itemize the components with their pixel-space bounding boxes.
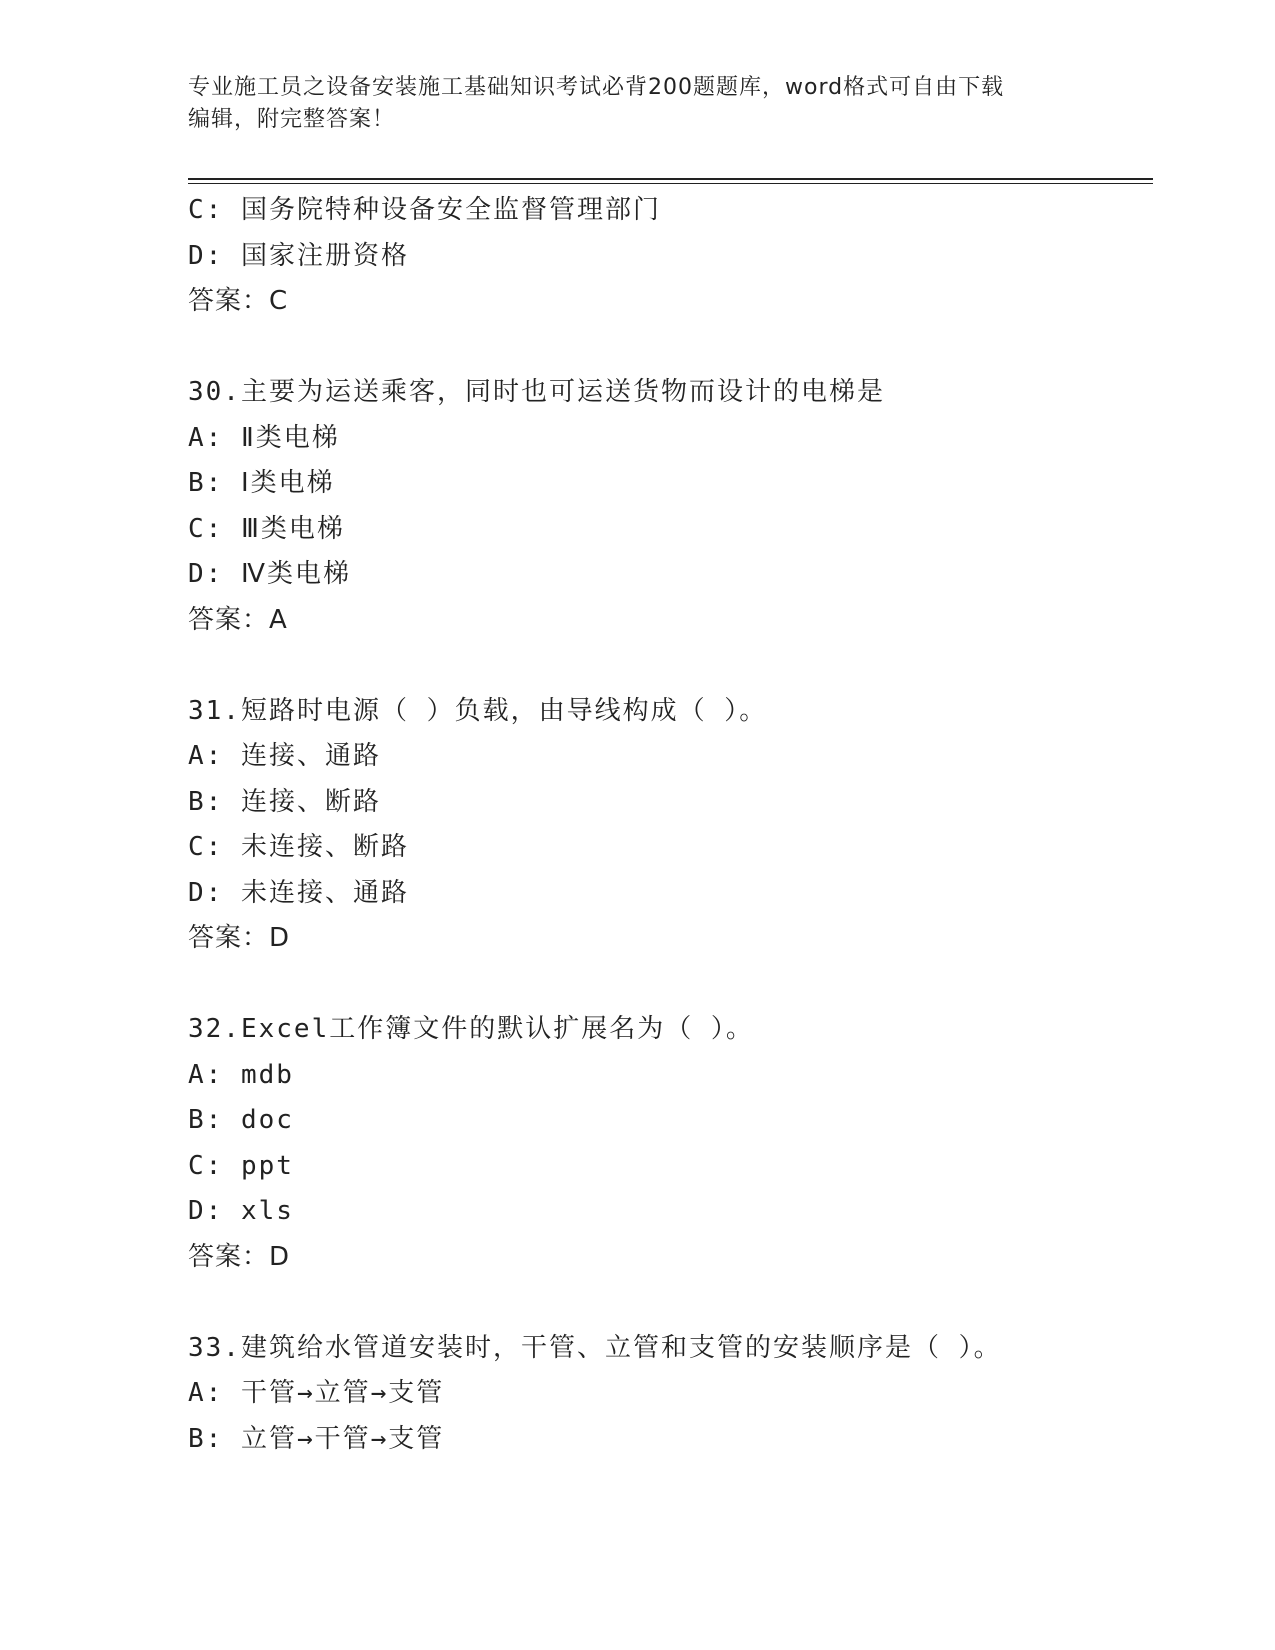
option-d: D: xls	[188, 1196, 294, 1226]
option-a: A: 连接、通路	[188, 741, 381, 771]
spacer	[188, 962, 1153, 1008]
option-c: C: 未连接、断路	[188, 832, 409, 862]
option-a: A: mdb	[188, 1059, 294, 1090]
question-32	[188, 1007, 1153, 1280]
spacer	[188, 1280, 1153, 1326]
question-stem: 31.短路时电源（ ）负载，由导线构成（ ）。	[188, 695, 768, 726]
answer-line: 答案：C	[188, 286, 289, 316]
option-a: A: 干管→立管→支管	[188, 1378, 445, 1408]
option-d: D: Ⅳ类电梯	[188, 559, 351, 589]
answer-line: 答案：D	[188, 923, 291, 953]
question-33	[188, 1326, 1153, 1463]
question-stem: 32.Excel工作簿文件的默认扩展名为（ ）。	[188, 1014, 754, 1044]
question-29-tail	[188, 188, 1153, 325]
option-b: B: Ⅰ类电梯	[188, 468, 335, 498]
header-line-2: 编辑，附完整答案！	[188, 107, 396, 132]
document-body	[188, 188, 1153, 1462]
question-30	[188, 370, 1153, 643]
spacer	[188, 643, 1153, 689]
option-c: C: 国务院特种设备安全监督管理部门	[188, 195, 661, 225]
header-rule-thin	[188, 183, 1153, 184]
spacer	[188, 325, 1153, 371]
option-b: B: 连接、断路	[188, 786, 381, 817]
option-b: B: doc	[188, 1105, 294, 1135]
header-line-1: 专业施工员之设备安装施工基础知识考试必背200题题库，word格式可自由下载	[188, 75, 1005, 100]
question-31	[188, 689, 1153, 962]
option-d: D: 国家注册资格	[188, 240, 409, 271]
option-d: D: 未连接、通路	[188, 877, 409, 908]
answer-line: 答案：D	[188, 1241, 291, 1272]
question-stem: 30.主要为运送乘客，同时也可运送货物而设计的电梯是	[188, 377, 885, 407]
option-a: A: Ⅱ类电梯	[188, 422, 340, 453]
question-stem: 33.建筑给水管道安装时，干管、立管和支管的安装顺序是（ ）。	[188, 1332, 1002, 1363]
option-c: C: ppt	[188, 1150, 294, 1181]
option-c: C: Ⅲ类电梯	[188, 513, 345, 544]
option-b: B: 立管→干管→支管	[188, 1423, 445, 1454]
answer-line: 答案：A	[188, 604, 288, 635]
document-header	[188, 72, 1068, 136]
header-rule-thick	[188, 178, 1153, 180]
